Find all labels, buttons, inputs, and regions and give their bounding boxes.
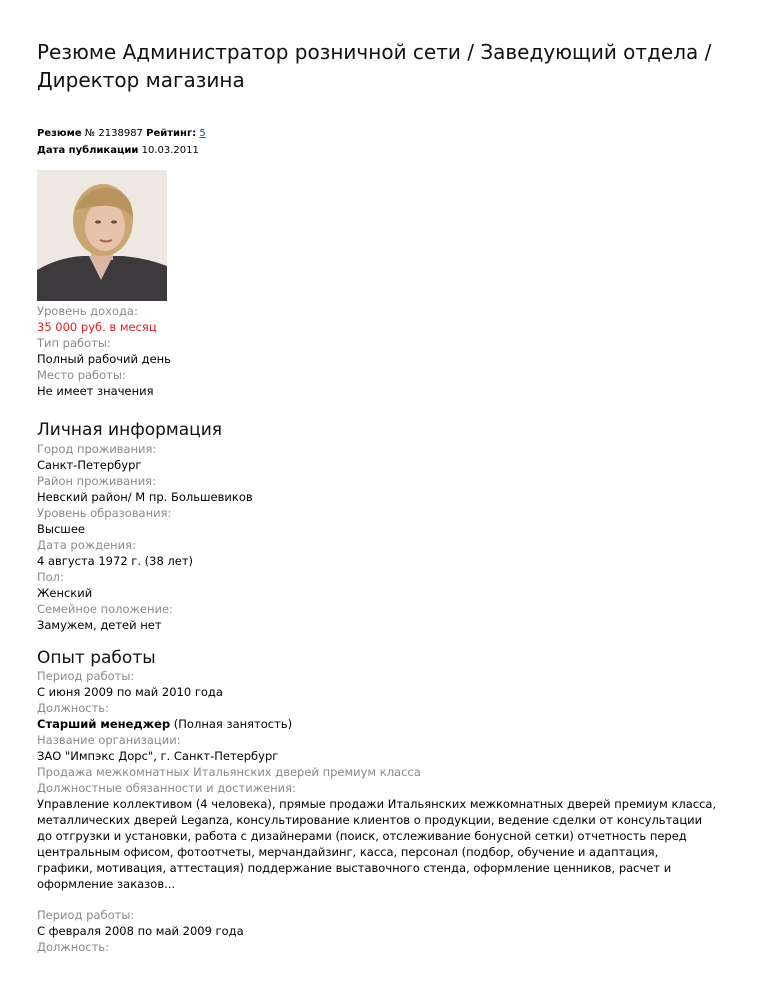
published-date: 10.03.2011 [141,145,199,156]
family-label: Семейное положение: [37,602,173,616]
job-entry-1 [37,668,717,892]
city-value: Санкт-Петербург [37,458,142,472]
rating-label: Рейтинг: [146,128,197,139]
birth-label: Дата рождения: [37,538,136,552]
gender-value: Женский [37,586,93,600]
position-label: Должность: [37,701,109,715]
period-label: Период работы: [37,908,135,922]
profile-photo [37,170,167,301]
experience-heading: Опыт работы [37,648,156,668]
profile-photo-image [37,170,167,301]
resume-meta [37,125,206,159]
duties-value: Управление коллективом (4 человека), прямые продажи Итальянских межкомнатных дверей премиум класса, металлических дверей Leganza, консультирование клиентов о продукции, ведение сделки от консультации до отгрузки и установки, работа с дизайнерами (поиск, отслеживание бонусной сетки) отчетность перед центральным офисом, фотоотчеты, мерчандайзинг, касса, персонал (подбор, обучение и адаптация, графики, мотивация, аттестация) поддержание выставочного стенда, оформление ценников, расчет и оформление заказов... [37,797,717,891]
resume-label: Резюме [37,128,82,139]
education-value: Высшее [37,522,85,536]
gender-label: Пол: [37,570,64,584]
resume-number-row [37,125,206,142]
org-description: Продажа межкомнатных Итальянских дверей премиум класса [37,765,421,779]
district-label: Район проживания: [37,474,156,488]
rating-link[interactable]: 5 [199,128,206,139]
workplace-label: Место работы: [37,368,126,382]
duties-label: Должностные обязанности и достижения: [37,781,296,795]
org-label: Название организации: [37,733,181,747]
personal-fields [37,441,253,633]
position-type: (Полная занятость) [173,717,293,731]
birth-value: 4 августа 1972 г. (38 лет) [37,554,194,568]
city-label: Город проживания: [37,442,157,456]
position-row [37,716,717,732]
position-label: Должность: [37,940,109,954]
work-type-label: Тип работы: [37,336,111,350]
position-title: Старший менеджер [37,717,171,731]
resume-number: № 2138987 [84,128,143,139]
page-title: Резюме Администратор розничной сети / Заведующий отдела /Директор магазина [37,40,712,92]
published-label: Дата публикации [37,145,139,156]
income-label: Уровень дохода: [37,304,138,318]
family-value: Замужем, детей нет [37,618,162,632]
org-value: ЗАО "Импэкс Дорс", г. Санкт-Петербург [37,749,279,763]
summary-fields [37,303,171,399]
district-value: Невский район/ М пр. Большевиков [37,490,253,504]
income-value: 35 000 руб. в месяц [37,320,157,334]
job-entry-2 [37,907,244,955]
workplace-value: Не имеет значения [37,384,154,398]
period-value: С февраля 2008 по май 2009 года [37,924,244,938]
period-label: Период работы: [37,669,135,683]
published-row [37,142,206,159]
period-value: С июня 2009 по май 2010 года [37,685,223,699]
work-type-value: Полный рабочий день [37,352,171,366]
education-label: Уровень образования: [37,506,172,520]
personal-heading: Личная информация [37,420,223,440]
